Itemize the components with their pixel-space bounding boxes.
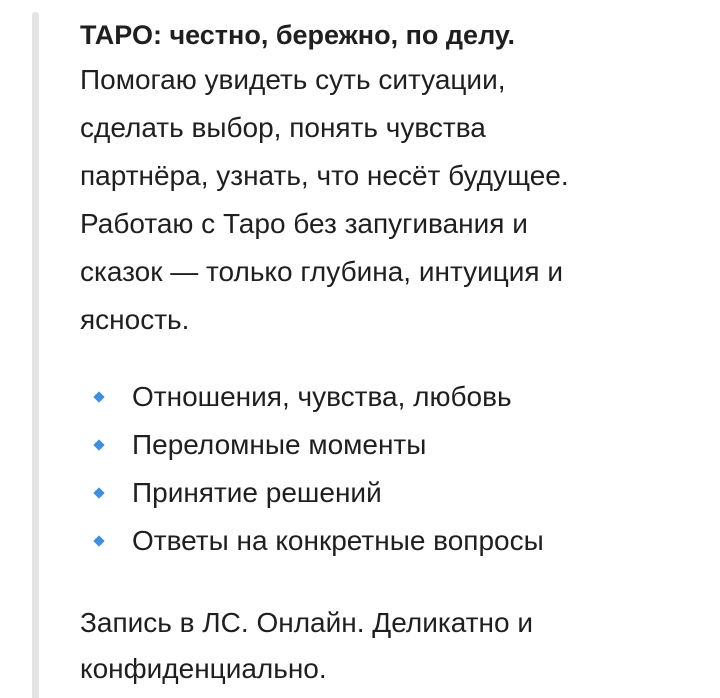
- post-footer: [80, 600, 690, 692]
- post-intro: [80, 56, 690, 344]
- quote-bar: [32, 12, 39, 698]
- diamond-icon: [93, 487, 104, 498]
- intro-line: партнёра, узнать, что несёт будущее.: [80, 160, 569, 191]
- footer-line: Запись в ЛС. Онлайн. Деликатно и: [80, 607, 533, 638]
- intro-line: сделать выбор, понять чувства: [80, 112, 486, 143]
- topics-list: [80, 373, 690, 565]
- list-item-label: Принятие решений: [132, 477, 382, 508]
- intro-line: ясность.: [80, 304, 190, 335]
- diamond-icon: [93, 439, 104, 450]
- post-body: [80, 14, 690, 692]
- footer-line: конфиденциально.: [80, 653, 327, 684]
- list-item: [80, 373, 690, 421]
- list-item: [80, 517, 690, 565]
- list-item-label: Переломные моменты: [132, 429, 427, 460]
- diamond-icon: [93, 391, 104, 402]
- list-item: [80, 469, 690, 517]
- list-item-label: Ответы на конкретные вопросы: [132, 525, 544, 556]
- list-item: [80, 421, 690, 469]
- intro-line: Работаю с Таро без запугивания и: [80, 208, 528, 239]
- intro-line: сказок — только глубина, интуиция и: [80, 256, 563, 287]
- diamond-icon: [93, 535, 104, 546]
- post-title: ТАРО: честно, бережно, по делу.: [80, 20, 516, 50]
- list-item-label: Отношения, чувства, любовь: [132, 381, 512, 412]
- intro-line: Помогаю увидеть суть ситуации,: [80, 64, 506, 95]
